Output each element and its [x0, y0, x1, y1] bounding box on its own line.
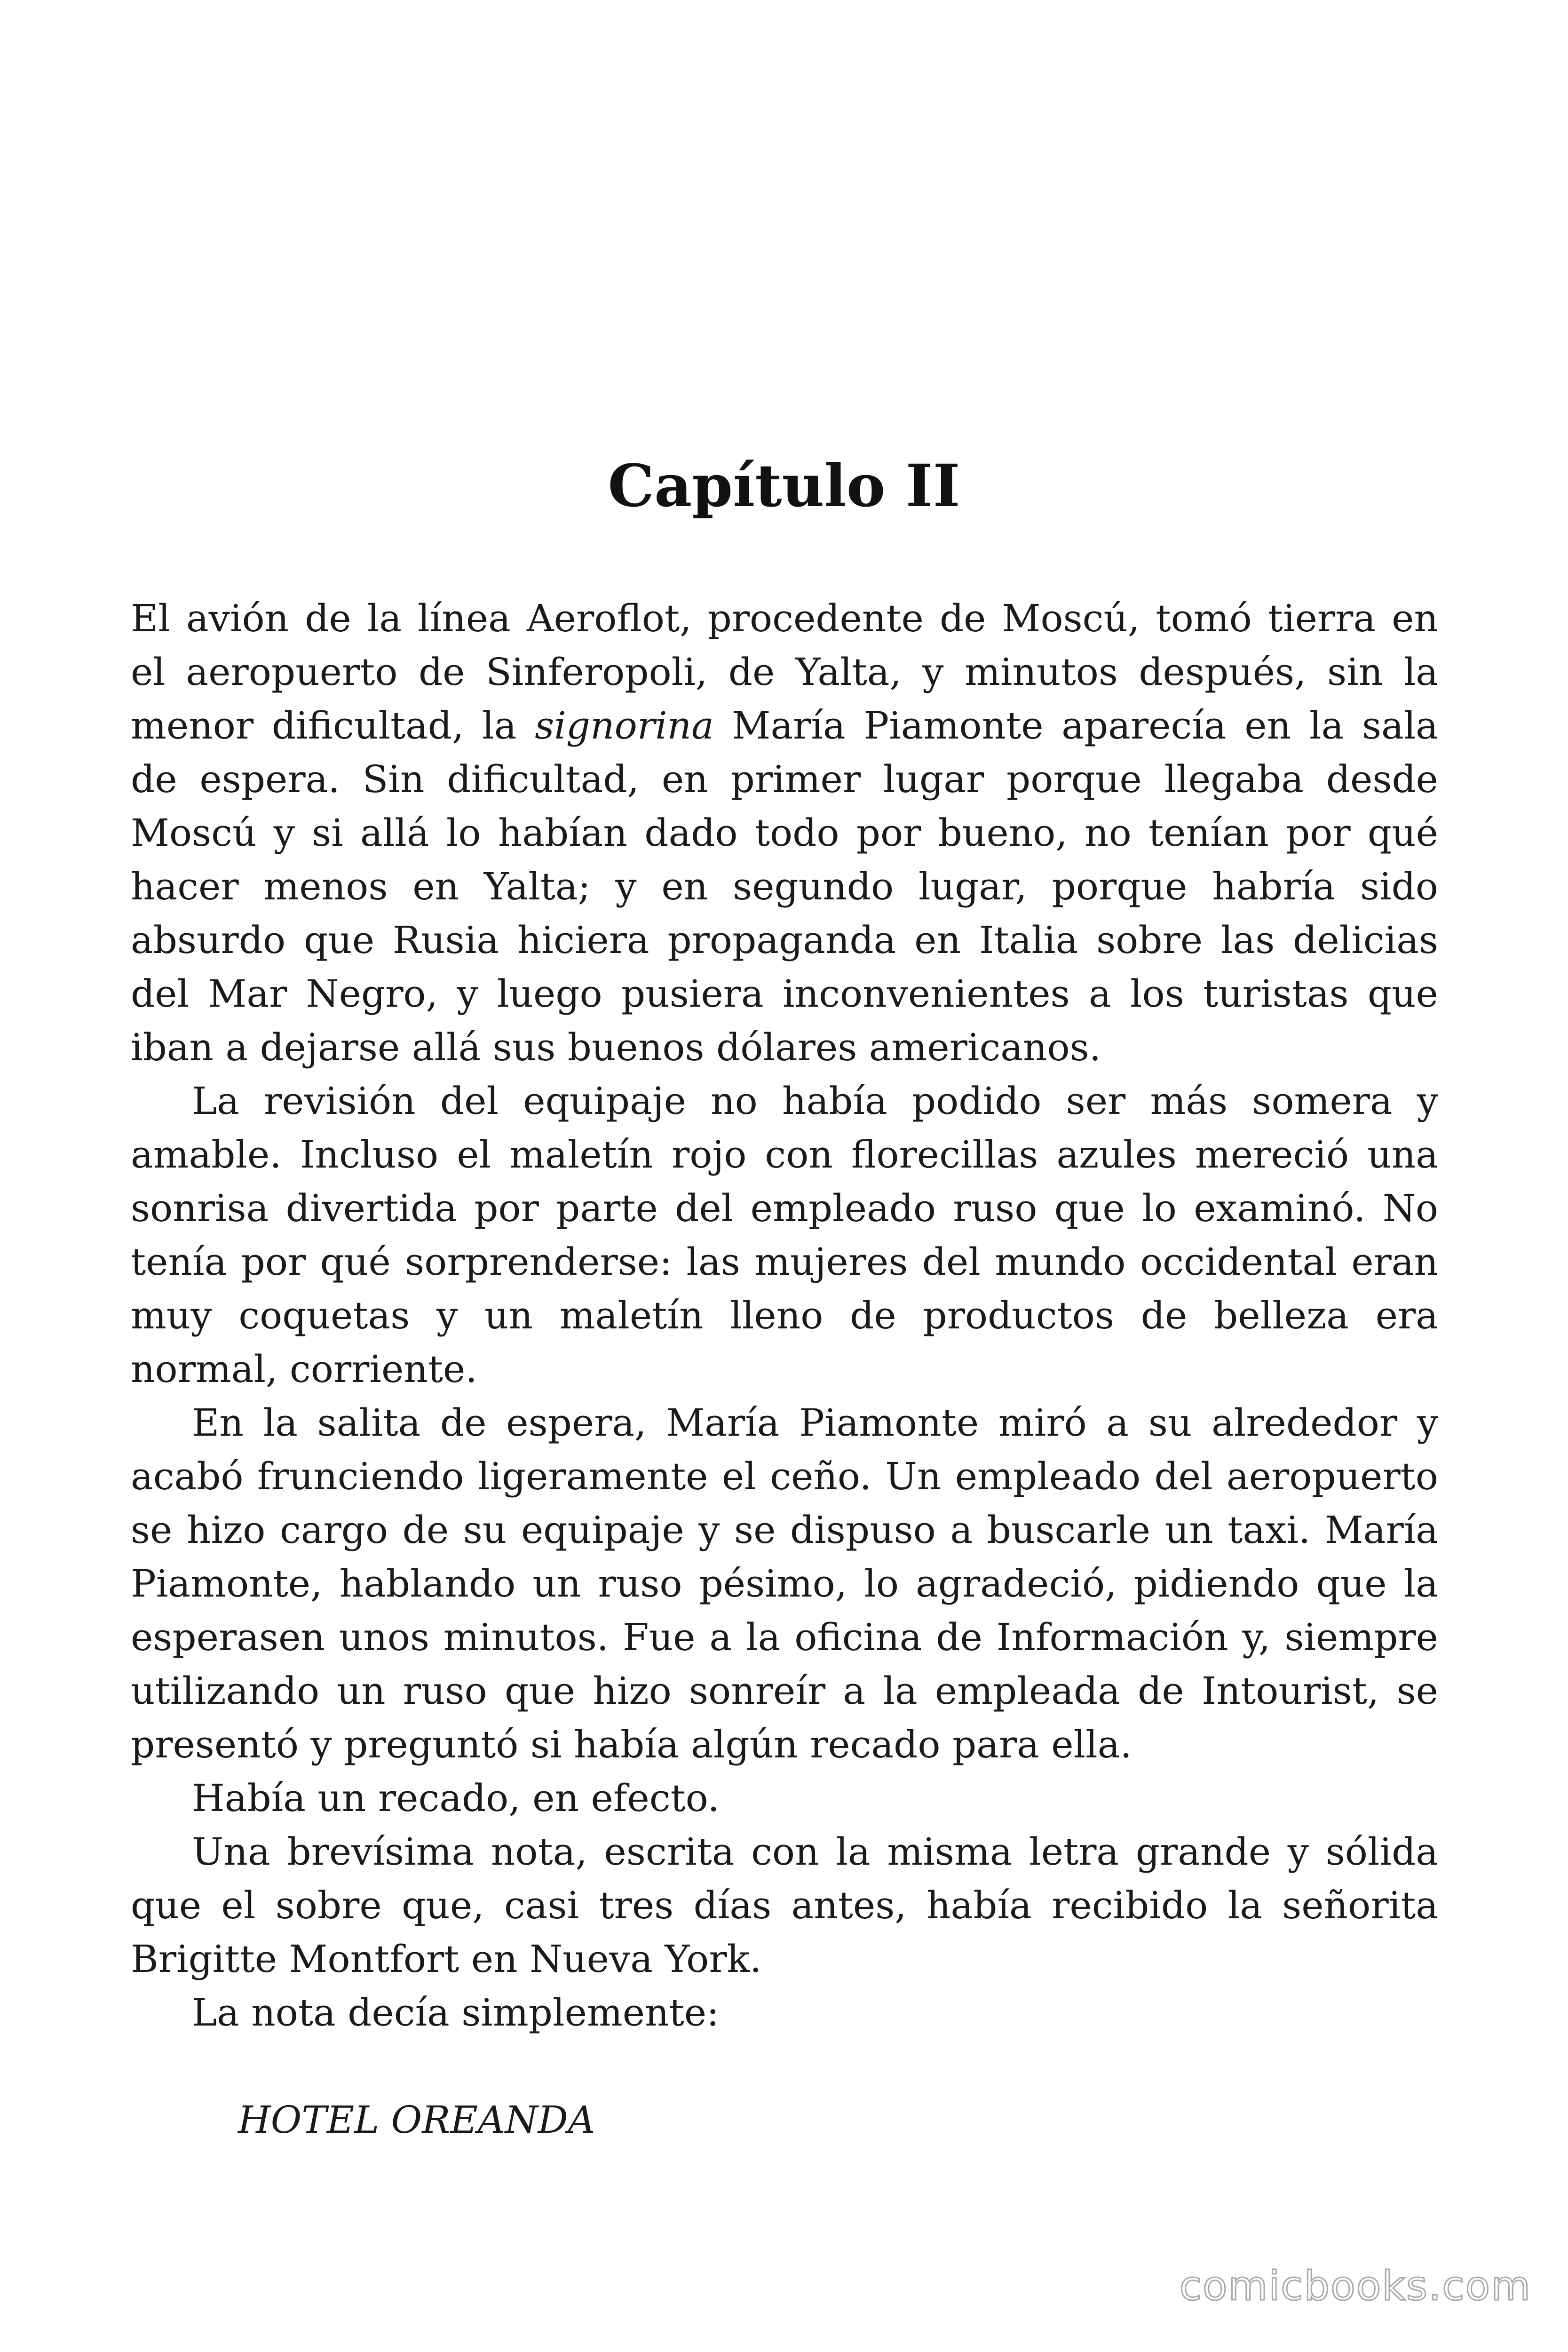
- paragraph-3: En la salita de espera, María Piamonte miró a su alrededor y acabó frunciendo ligeramente el ceño. Un empleado del aeropuerto se hizo cargo de su equipaje y se dispuso a buscarle un taxi. María Piamonte, hablando un ruso pésimo, lo agradeció, pidiendo que la esperasen unos minutos. Fue a la oficina de Información y, siempre utilizando un ruso que hizo sonreír a la empleada de Intourist, se presentó y preguntó si había algún recado para ella.: [131, 1401, 1438, 1766]
- chapter-body: [131, 592, 1438, 2147]
- paragraph-4: Había un recado, en efecto.: [192, 1776, 720, 1820]
- paragraph-6: La nota decía simplemente:: [192, 1991, 720, 2034]
- paragraph-2: La revisión del equipaje no había podido ser más somera y amable. Incluso el maletín rojo con florecillas azules mereció una sonrisa divertida por parte del empleado ruso que lo examinó. No tenía por qué sorprenderse: las mujeres del mundo occidental eran muy coquetas y un maletín lleno de productos de belleza era normal, corriente.: [131, 1079, 1438, 1391]
- watermark: comicbooks.com: [1179, 2263, 1531, 2310]
- paragraph-1-italic: signorina: [535, 704, 714, 747]
- paragraph-1-start: El avión de la línea Aeroflot, procedente de Moscú, tomó tierra en el aeropuerto de Sinferopoli, de Yalta, y minutos después, sin la menor dificultad, la: [131, 596, 1438, 747]
- note-text: HOTEL OREANDA: [238, 2098, 595, 2142]
- chapter-title: Capítulo II: [608, 452, 960, 520]
- paragraph-1: [131, 592, 1438, 1074]
- paragraph-5: Una brevísima nota, escrita con la misma letra grande y sólida que el sobre que, casi tres días antes, había recibido la señorita Brigitte Montfort en Nueva York.: [131, 1830, 1438, 1981]
- paragraph-1-end: María Piamonte aparecía en la sala de espera. Sin dificultad, en primer lugar porque llegaba desde Moscú y si allá lo habían dado todo por bueno, no tenían por qué hacer menos en Yalta; y en segundo lugar, porque habría sido absurdo que Rusia hiciera propaganda en Italia sobre las delicias del Mar Negro, y luego pusiera inconvenientes a los turistas que iban a dejarse allá sus buenos dólares americanos.: [131, 704, 1438, 1069]
